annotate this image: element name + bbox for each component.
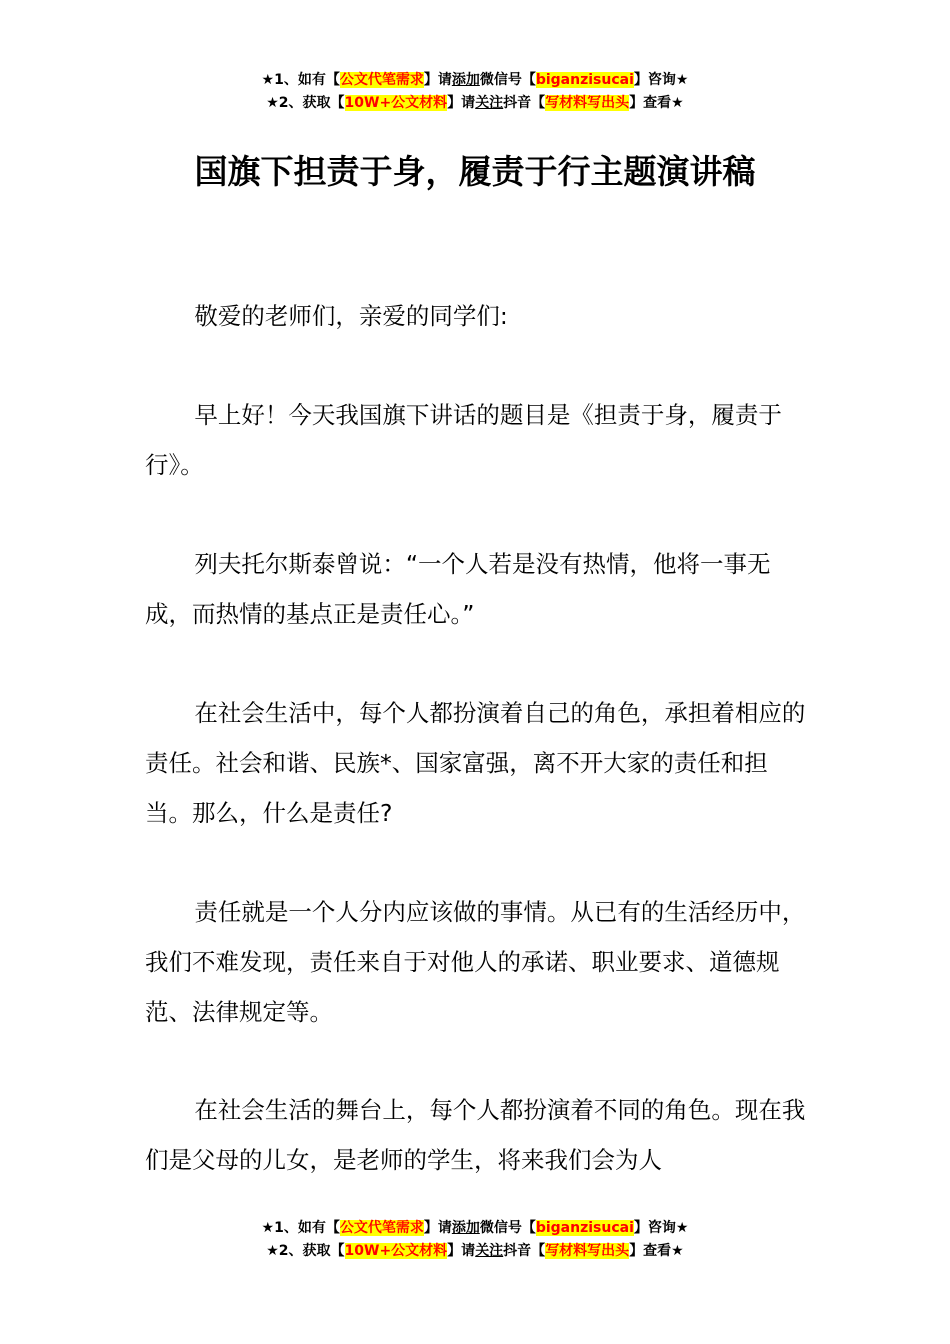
document-body-p5 (145, 887, 810, 1037)
banner-line-1-highlight-wechat: biganzisucai (535, 1220, 634, 1236)
banner-line-1 (0, 69, 950, 92)
banner-line-2-mid-2: 抖音【 (503, 95, 546, 111)
banner-line-2 (0, 1240, 950, 1263)
document-body-p4 (145, 688, 810, 838)
banner-line-1-mid: 】请 (423, 1220, 452, 1236)
banner-line-1-prefix: ★1、如有【 (261, 72, 340, 88)
paragraph: 责任就是一个人分内应该做的事情。从已有的生活经历中，我们不难发现，责任来自于对他人的承诺、职业要求、道德规范、法律规定等。 (145, 898, 806, 1026)
header-banner (0, 69, 950, 115)
document-body-p2 (145, 390, 810, 490)
paragraph: 列夫托尔斯泰曾说：“一个人若是没有热情，他将一事无成，而热情的基点正是责任心。” (145, 550, 771, 628)
banner-line-2-highlight-douyin: 写材料写出头 (545, 1243, 630, 1259)
banner-line-1-mid-2: 微信号【 (479, 72, 536, 88)
document-body (145, 291, 810, 341)
paragraph-greeting: 敬爱的老师们，亲爱的同学们: (194, 302, 508, 330)
banner-line-2-highlight-materials: 10W+公文材料 (344, 95, 448, 111)
paragraph: 在社会生活中，每个人都扮演着自己的角色，承担着相应的责任。社会和谐、民族*、国家富强，离不开大家的责任和担当。那么，什么是责任? (145, 699, 806, 827)
banner-line-2-highlight-materials: 10W+公文材料 (344, 1243, 448, 1259)
banner-line-2-emphasis: 关注 (475, 1243, 504, 1259)
paragraph: 早上好！今天我国旗下讲话的题目是《担责于身，履责于行》。 (145, 401, 782, 479)
banner-line-1-suffix: 】咨询★ (633, 1220, 689, 1236)
banner-line-1-mid-2: 微信号【 (479, 1220, 536, 1236)
banner-line-2-suffix: 】查看★ (629, 1243, 684, 1259)
banner-line-1-emphasis: 添加 (451, 72, 480, 88)
banner-line-1-prefix: ★1、如有【 (261, 1220, 340, 1236)
banner-line-2-suffix: 】查看★ (629, 95, 684, 111)
banner-line-1-highlight-wechat: biganzisucai (535, 72, 634, 88)
banner-line-1-highlight-service: 公文代笔需求 (339, 72, 424, 88)
banner-line-2-mid-2: 抖音【 (503, 1243, 546, 1259)
banner-line-2-mid: 】请 (447, 95, 476, 111)
banner-line-1-emphasis: 添加 (451, 1220, 480, 1236)
banner-line-1-mid: 】请 (423, 72, 452, 88)
banner-line-1-highlight-service: 公文代笔需求 (339, 1220, 424, 1236)
document-body-p6 (145, 1085, 810, 1185)
footer-banner (0, 1217, 950, 1263)
paragraph: 在社会生活的舞台上，每个人都扮演着不同的角色。现在我们是父母的儿女，是老师的学生，将来我们会为人 (145, 1096, 806, 1174)
document-title: 国旗下担责于身，履责于行主题演讲稿 (194, 152, 756, 191)
banner-line-2-mid: 】请 (447, 1243, 476, 1259)
banner-line-2-highlight-douyin: 写材料写出头 (545, 95, 630, 111)
banner-line-1 (0, 1217, 950, 1240)
banner-line-2-prefix: ★2、获取【 (266, 95, 345, 111)
banner-line-1-suffix: 】咨询★ (633, 72, 689, 88)
document-body-p3 (145, 539, 810, 639)
banner-line-2-emphasis: 关注 (475, 95, 504, 111)
banner-line-2-prefix: ★2、获取【 (266, 1243, 345, 1259)
banner-line-2 (0, 92, 950, 115)
